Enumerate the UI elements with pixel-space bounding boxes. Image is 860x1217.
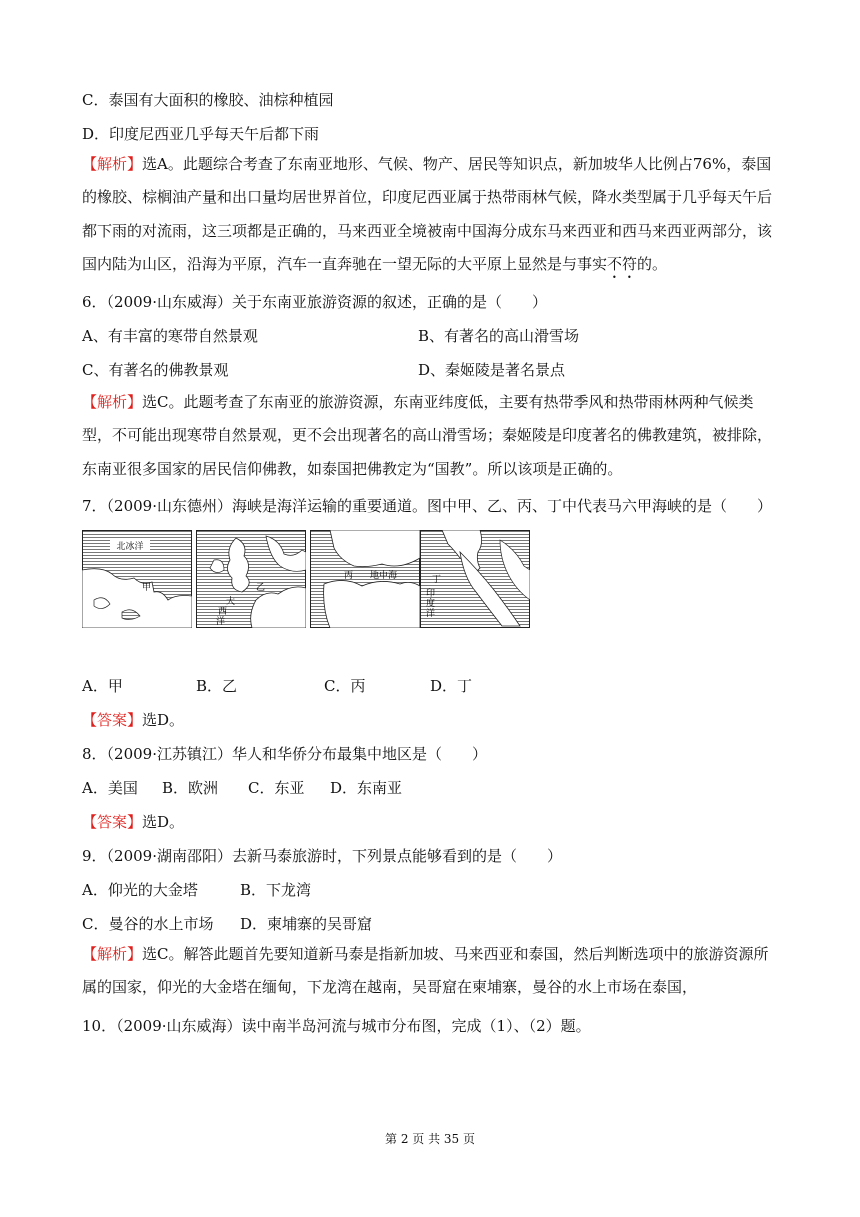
- q9-option-b: B．下龙湾: [240, 881, 312, 899]
- q9-option-a: A．仰光的大金塔: [82, 881, 198, 899]
- analysis-q9: [82, 938, 782, 1005]
- answer-q7: [82, 710, 184, 730]
- q6-option-a: A、有丰富的寒带自然景观: [82, 327, 258, 345]
- answer-q8: [82, 812, 184, 832]
- map-label-indian-2: 度: [426, 599, 436, 609]
- question-8-stem: 8．（2009·江苏镇江）华人和华侨分布最集中地区是（ ）: [82, 745, 487, 763]
- map-mark-yi: 乙: [256, 583, 266, 593]
- map-mark-ding: 丁: [432, 575, 442, 585]
- analysis-tag: 【解析】: [82, 393, 143, 411]
- q8-option-b: B．欧洲: [162, 779, 219, 797]
- q7-option-a: A．甲: [82, 677, 123, 695]
- map-mark-bing: 丙: [344, 571, 354, 581]
- strait-map-jia: [82, 530, 192, 628]
- analysis-q6: [82, 386, 782, 486]
- q8-option-d: D．东南亚: [330, 779, 403, 797]
- answer-text: 选D。: [142, 711, 185, 729]
- q8-option-a: A．美国: [82, 779, 138, 797]
- q9-option-d: D．柬埔寨的吴哥窟: [240, 915, 373, 933]
- analysis-q5: [82, 148, 782, 282]
- answer-text: 选D。: [142, 813, 185, 831]
- analysis-text-end: 的。: [637, 255, 668, 274]
- q7-option-c: C．丙: [324, 677, 366, 695]
- q6-option-c: C、有著名的佛教景观: [82, 361, 229, 379]
- analysis-tag: 【解析】: [82, 945, 143, 963]
- q8-option-c: C．东亚: [248, 779, 305, 797]
- q6-option-d: D、秦姬陵是著名景点: [418, 361, 566, 379]
- strait-map-bing: [310, 530, 420, 628]
- q6-option-b: B、有著名的高山滑雪场: [418, 327, 580, 345]
- question-6-stem: 6．（2009·山东威海）关于东南亚旅游资源的叙述，正确的是（ ）: [82, 293, 547, 311]
- strait-map-ding: [420, 530, 530, 628]
- map-label-indian-1: 印: [426, 589, 436, 599]
- map-label-atlantic-1: 大: [226, 597, 236, 607]
- emphasis-text: 不符: [607, 255, 638, 274]
- page-footer: 第 2 页 共 35 页: [385, 1132, 475, 1146]
- analysis-tag: 【解析】: [82, 155, 143, 173]
- analysis-text: 选C。解答此题首先要知道新马泰是指新加坡、马来西亚和泰国，然后判断选项中的旅游资源所属的国家，仰光的大金塔在缅甸，下龙湾在越南，吴哥窟在柬埔寨，曼谷的水上市场在泰国，: [82, 945, 769, 997]
- option-c-prev: C．泰国有大面积的橡胶、油棕种植园: [82, 91, 334, 109]
- answer-tag: 【答案】: [82, 711, 143, 729]
- analysis-text: 选C。此题考查了东南亚的旅游资源，东南亚纬度低，主要有热带季风和热带雨林两种气候类型，不可能出现寒带自然景观，更不会出现著名的高山滑雪场；秦姬陵是印度著名的佛教建筑，被排除，东南亚很多国家的居民信仰佛教，如泰国把佛教定为“国教”。所以该项是正确的。: [82, 393, 773, 478]
- question-10-stem: 10．（2009·山东威海）读中南半岛河流与城市分布图，完成（1）、（2）题。: [82, 1017, 591, 1035]
- map-label-atlantic-2: 西: [218, 607, 228, 617]
- option-d-prev: D．印度尼西亚几乎每天午后都下雨: [82, 125, 320, 143]
- q7-option-b: B．乙: [196, 677, 238, 695]
- map-mark-jia: 甲: [142, 583, 152, 593]
- analysis-text: 选A。此题综合考查了东南亚地形、气候、物产、居民等知识点，新加坡华人比例占76%，泰国的橡胶、棕榈油产量和出口量均居世界首位，印度尼西亚属于热带雨林气候，降水类型属于几乎每天午后都下雨的对流雨，这三项都是正确的，马来西亚全境被南中国海分成东马来西亚和西马来西亚两部分，该国内陆为山区，沿海为平原，汽车一直奔驰在一望无际的大平原上显然是与事实: [82, 155, 773, 274]
- strait-map-yi: [196, 530, 306, 628]
- map-label-arctic: 北冰洋: [116, 542, 144, 552]
- q9-option-c: C．曼谷的水上市场: [82, 915, 214, 933]
- map-label-atlantic-3: 洋: [216, 617, 226, 627]
- map-label-indian-3: 洋: [426, 609, 436, 619]
- map-label-mediterranean: 地中海: [370, 571, 398, 581]
- question-7-stem: 7．（2009·山东德州）海峡是海洋运输的重要通道。图中甲、乙、丙、丁中代表马六甲海峡的是（ ）: [82, 497, 772, 515]
- answer-tag: 【答案】: [82, 813, 143, 831]
- q7-option-d: D．丁: [430, 677, 473, 695]
- question-9-stem: 9．（2009·湖南邵阳）去新马泰旅游时，下列景点能够看到的是（ ）: [82, 847, 562, 865]
